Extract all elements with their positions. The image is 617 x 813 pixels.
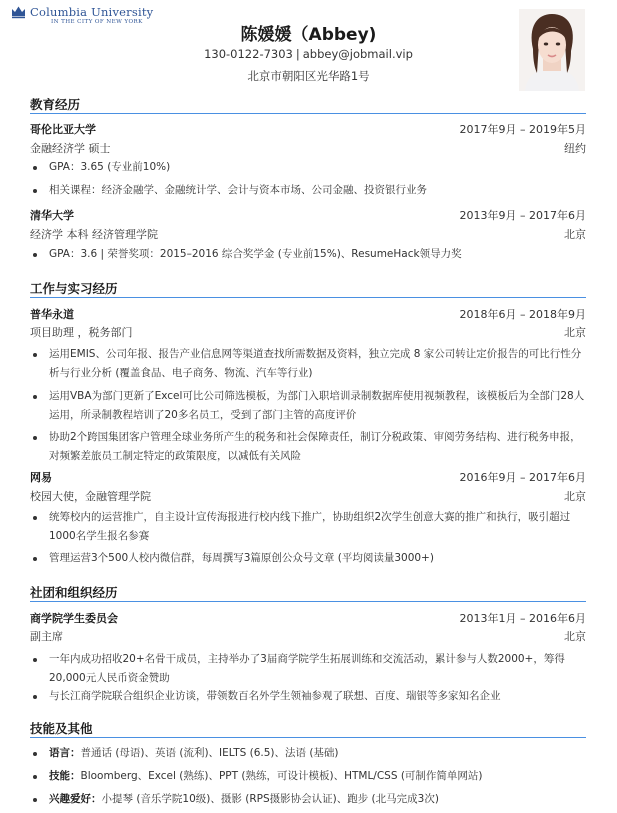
education-org: 清华大学 [30,209,74,222]
skill-item-tools [49,767,586,786]
section-divider [30,737,586,738]
skill-item-hobbies [49,790,586,809]
section-title-education: 教育经历 [30,97,81,112]
club-location: 北京 [564,630,586,643]
skill-label: 技能： [49,770,81,782]
section-title-work: 工作与实习经历 [30,281,118,296]
logo-name: Columbia University [30,5,154,19]
phone-number: 130-0122-7303 [204,47,293,61]
profile-photo [519,9,585,91]
education-location: 北京 [564,228,586,241]
work-date: 2016年9月 – 2017年6月 [459,471,586,484]
skill-text: Bloomberg、Excel (熟练)、PPT (熟练，可设计模板)、HTML/CSS (可制作简单网站) [80,770,483,782]
section-title-clubs: 社团和组织经历 [30,585,118,600]
bullet-item: 与长江商学院联合组织企业访谈，带领数百名外学生领袖参观了联想、百度、瑞银等多家知名企业 [49,687,586,706]
email-address[interactable]: abbey@jobmail.vip [302,47,413,61]
work-location: 北京 [564,326,586,339]
education-org: 哥伦比亚大学 [30,123,96,136]
bullet-item: 管理运营3个500人校内微信群，每周撰写3篇原创公众号文章 (平均阅读量3000+) [49,549,586,568]
education-date: 2017年9月 – 2019年5月 [459,123,586,136]
bullet-item: GPA：3.65 (专业前10%) [49,158,586,177]
work-role: 校园大使，金融管理学院 [30,490,151,503]
bullet-item: GPA：3.6 | 荣誉奖项：2015–2016 综合奖学金 (专业前15%)、ResumeHack领导力奖 [49,245,586,264]
section-divider [30,297,586,298]
education-degree: 经济学 本科 经济管理学院 [30,228,158,241]
section-divider [30,113,586,114]
skill-text: 小提琴 (音乐学院10级)、摄影 (RPS摄影协会认证)、跑步 (北马完成3次) [101,793,439,805]
bullet-item: 运用EMIS、公司年报、报告产业信息网等渠道查找所需数据及资料，独立完成 8 家公司转让定价报告的可比行性分析与行业分析 (覆盖食品、电子商务、物流、汽车等行业) [49,345,586,383]
bullet-item: 一年内成功招收20+名骨干成员，主持举办了3届商学院学生拓展训练和交流活动，累计参与人数2000+，筹得20,000元人民币资金赞助 [49,650,586,688]
logo-subtitle: IN THE CITY OF NEW YORK [51,19,143,25]
work-role: 项目助理 ，税务部门 [30,326,133,339]
work-org: 网易 [30,471,52,484]
skill-item-language [49,744,586,763]
contact-separator: | [295,47,300,61]
work-org: 普华永道 [30,308,74,321]
education-date: 2013年9月 – 2017年6月 [459,209,586,222]
bullet-item: 运用VBA为部门更新了Excel可比公司筛选模板，为部门入职培训录制数据库使用视频教程，该模板后为全部门28人运用，所录制教程培训了20多名员工，受到了部门主管的高度评价 [49,387,586,425]
section-title-skills: 技能及其他 [30,721,93,736]
bullet-item: 相关课程：经济金融学、金融统计学、会计与资本市场、公司金融、投资银行业务 [49,181,586,200]
club-role: 副主席 [30,630,63,643]
education-location: 纽约 [564,142,586,155]
work-date: 2018年6月 – 2018年9月 [459,308,586,321]
crown-icon [11,5,26,19]
club-date: 2013年1月 – 2016年6月 [459,612,586,625]
club-org: 商学院学生委员会 [30,612,118,625]
skill-label: 兴趣爱好： [49,793,102,805]
bullet-item: 统筹校内的运营推广，自主设计宣传海报进行校内线下推广，协助组织2次学生创意大赛的推广和执行，吸引超过1000名学生报名参赛 [49,508,586,546]
candidate-name: 陈媛媛（Abbey) [240,25,377,45]
work-location: 北京 [564,490,586,503]
skill-text: 普通话 (母语)、英语 (流利)、IELTS (6.5)、法语 (基础) [80,747,339,759]
education-degree: 金融经济学 硕士 [30,142,111,155]
skill-label: 语言： [49,747,81,759]
bullet-item: 协助2个跨国集团客户管理全球业务所产生的税务和社会保障责任，制订分税政策、审阅劳务结构、进行税务申报，对频繁差旅员工制定特定的政策限度，以减低有关风险 [49,428,586,466]
section-divider [30,601,586,602]
home-address: 北京市朝阳区光华路1号 [247,69,370,83]
